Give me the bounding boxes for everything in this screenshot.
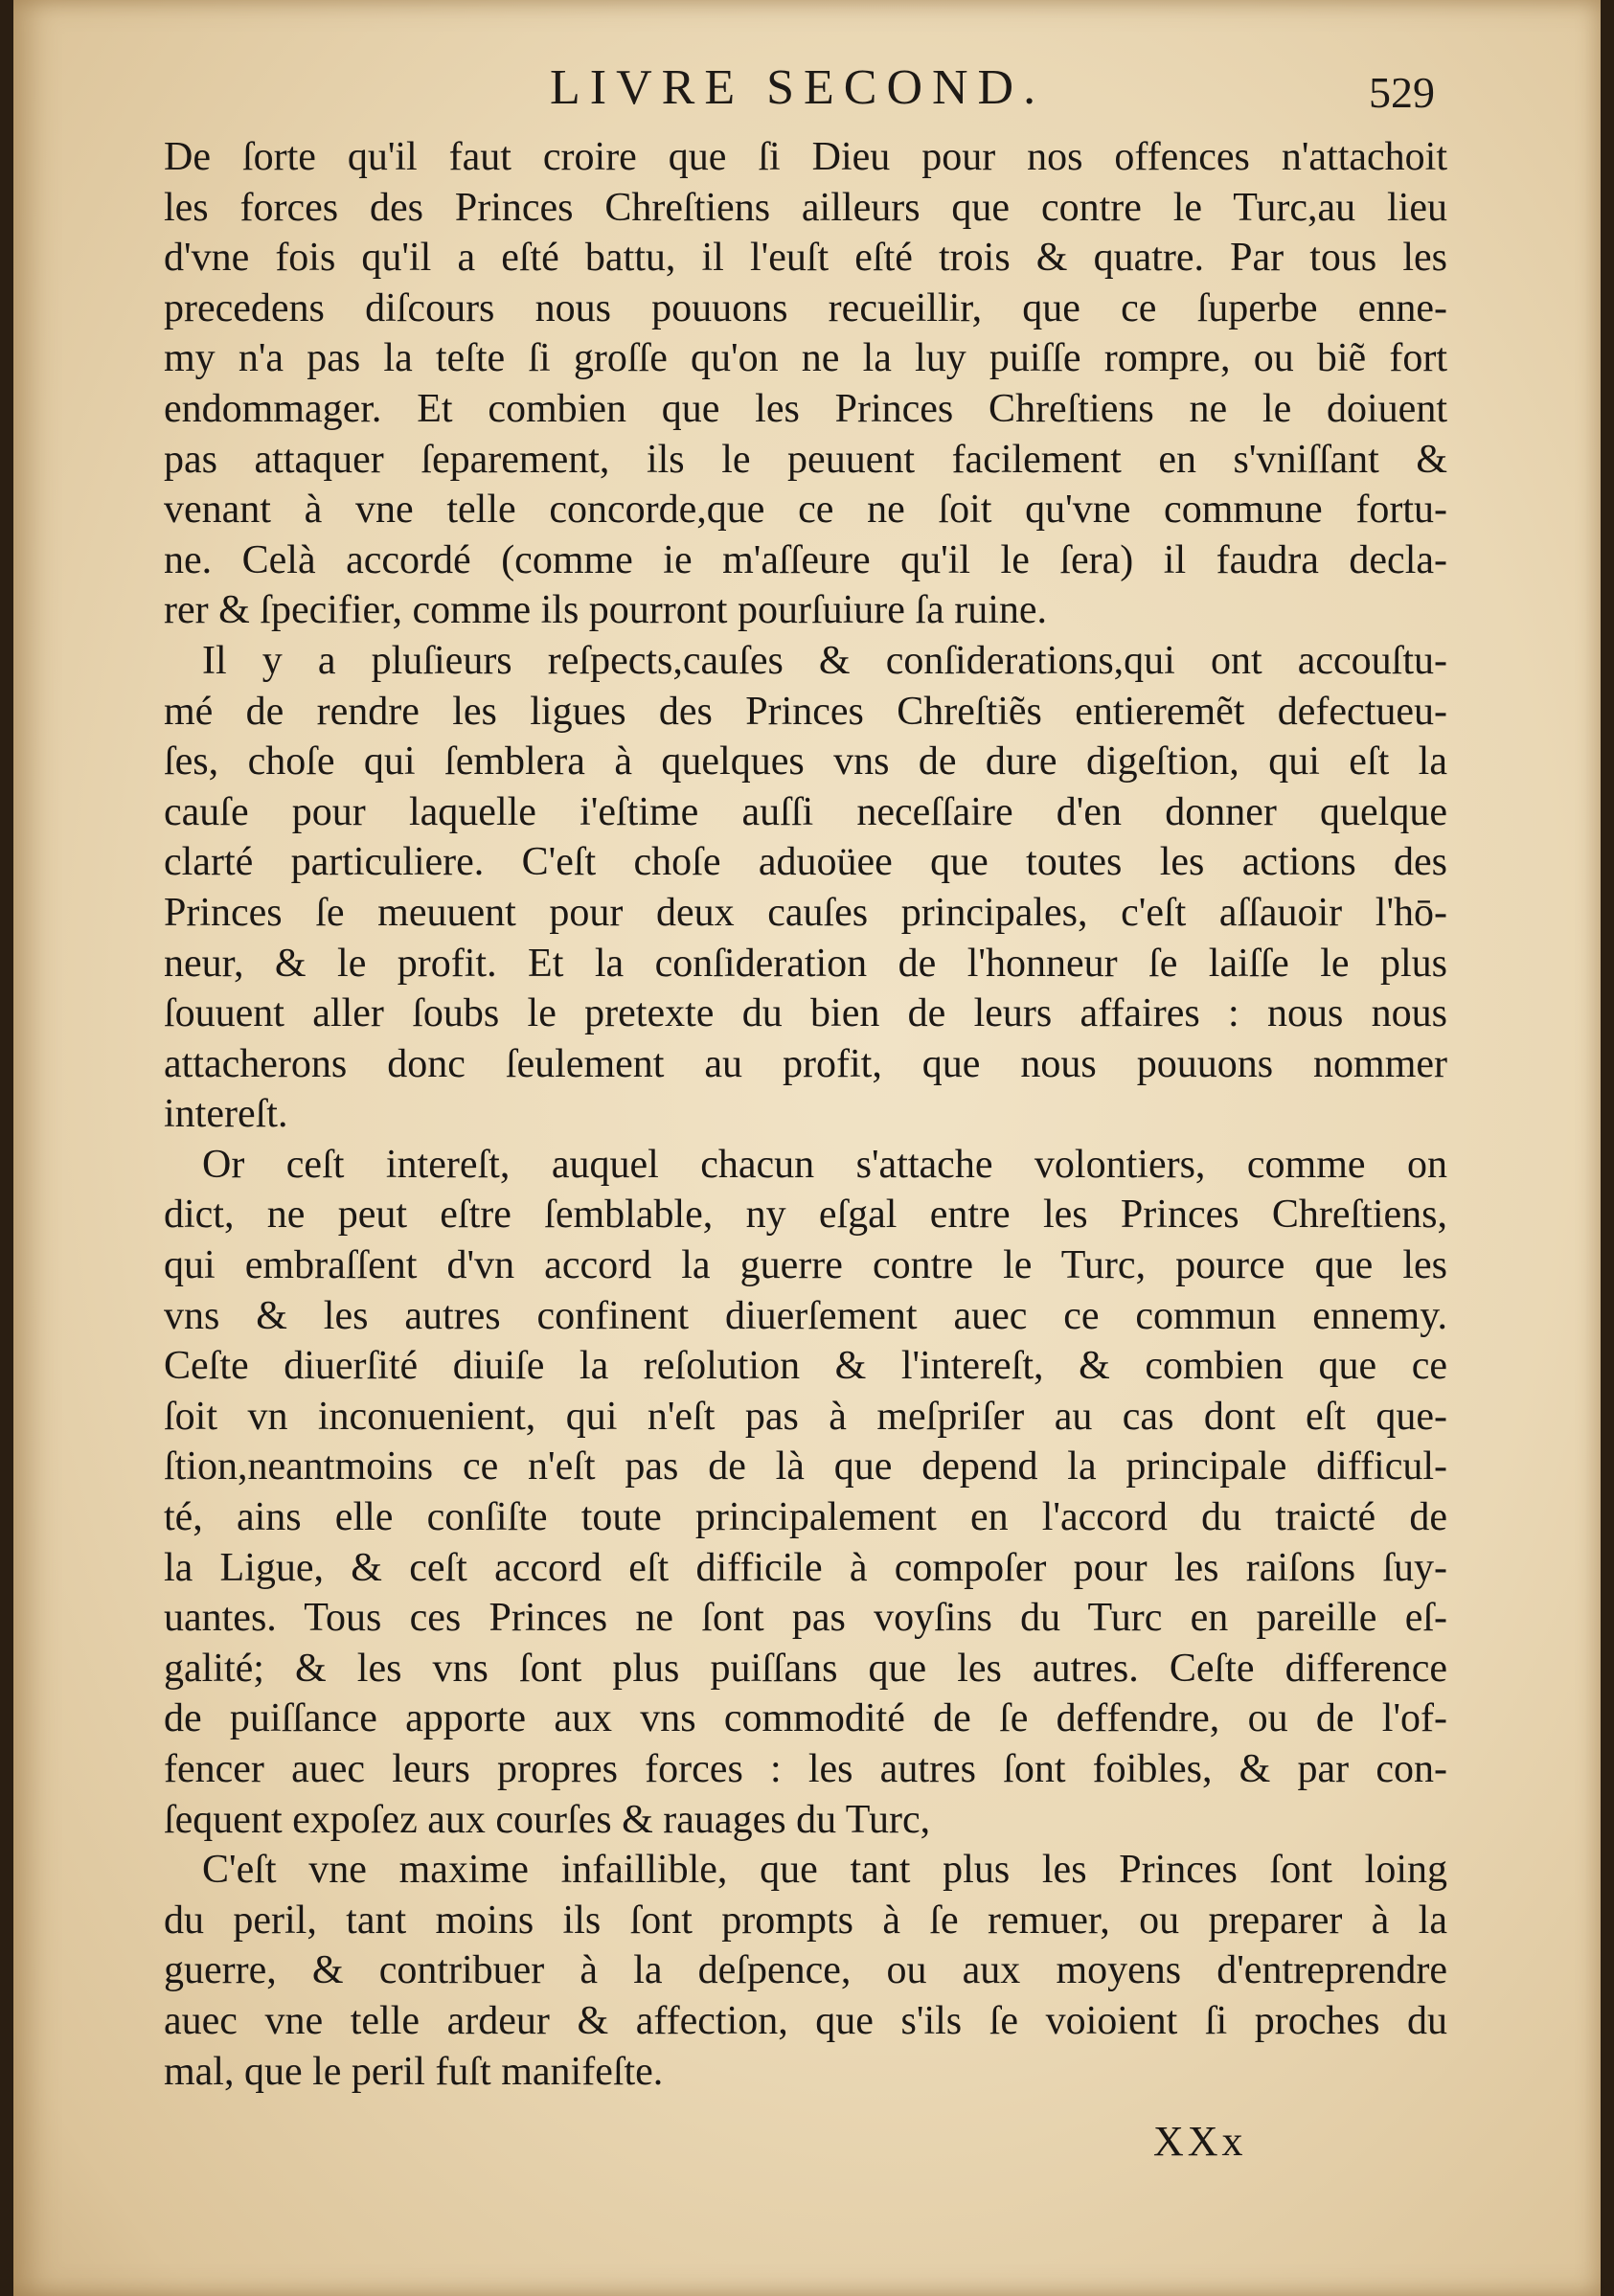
text-line: venant à vne telle concorde,que ce ne ſoit qu'vne commune fortu-: [164, 488, 1447, 533]
text-line: ſes, choſe qui ſemblera à quelques vns de dure digeſtion, qui eſt la: [164, 739, 1447, 784]
text-line: d'vne fois qu'il a eſté battu, il l'euſt eſté trois & quatre. Par tous les: [164, 236, 1447, 281]
text-line: les forces des Princes Chreſtiens ailleurs que contre le Turc,au lieu: [164, 185, 1447, 230]
book-page: [13, 0, 1601, 2296]
text-line: precedens diſcours nous pouuons recueillir, que ce ſuperbe enne-: [164, 285, 1447, 330]
text-line: Ceſte diuerſité diuiſe la reſolution & l'intereſt, & combien que ce: [164, 1344, 1447, 1389]
text-line: ne. Celà accordé (comme ie m'aſſeure qu'il le ſera) il faudra decla-: [164, 537, 1447, 582]
page-header: [13, 59, 1601, 126]
text-line: intereſt.: [164, 1092, 288, 1137]
text-line: Princes ſe meuuent pour deux cauſes principales, c'eſt aſſauoir l'hō-: [164, 890, 1447, 935]
text-line: cauſe pour laquelle i'eſtime auſſi neceſſaire d'en donner quelque: [164, 789, 1447, 834]
page-number: 529: [1369, 68, 1435, 117]
text-line: Il y a pluſieurs reſpects,cauſes & conſiderations,qui ont accouſtu-: [202, 638, 1447, 683]
text-line: la Ligue, & ceſt accord eſt difficile à compoſer pour les raiſons ſuy-: [164, 1545, 1447, 1590]
text-line: endommager. Et combien que les Princes Chreſtiens ne le doiuent: [164, 386, 1447, 431]
text-line: guerre, & contribuer à la deſpence, ou aux moyens d'entreprendre: [164, 1948, 1447, 1993]
text-line: Or ceſt intereſt, auquel chacun s'attache volontiers, comme on: [202, 1142, 1447, 1187]
text-line: rer & ſpecifier, comme ils pourront pourſuiure ſa ruine.: [164, 588, 1048, 633]
text-line: auec vne telle ardeur & affection, que s'ils ſe voioient ſi proches du: [164, 1998, 1447, 2043]
text-line: de puiſſance apporte aux vns commodité de ſe deffendre, ou de l'of-: [164, 1696, 1447, 1741]
text-line: my n'a pas la teſte ſi groſſe qu'on ne la luy puiſſe rompre, ou biẽ fort: [164, 336, 1447, 381]
text-line: ſoit vn inconuenient, qui n'eſt pas à meſpriſer au cas dont eſt que-: [164, 1394, 1447, 1439]
text-line: ſtion,neantmoins ce n'eſt pas de là que depend la principale difficul-: [164, 1444, 1447, 1489]
text-line: ſequent expoſez aux courſes & rauages du Turc,: [164, 1797, 931, 1842]
text-line: du peril, tant moins ils ſont prompts à ſe remuer, ou preparer à la: [164, 1898, 1447, 1943]
paragraph: [164, 636, 1447, 1140]
text-line: té, ains elle conſiſte toute principalement en l'accord du traicté de: [164, 1495, 1447, 1540]
text-line: ſouuent aller ſoubs le pretexte du bien de leurs affaires : nous nous: [164, 991, 1447, 1036]
text-line: uantes. Tous ces Princes ne ſont pas voyſins du Turc en pareille eſ-: [164, 1596, 1447, 1641]
text-line: C'eſt vne maxime infaillible, que tant plus les Princes ſont loing: [202, 1848, 1447, 1893]
paragraph: [164, 1140, 1447, 1845]
text-line: neur, & le profit. Et la conſideration de l'honneur ſe laiſſe le plus: [164, 941, 1447, 986]
text-line: clarté particuliere. C'eſt choſe aduoüee que toutes les actions des: [164, 840, 1447, 885]
text-line: mé de rendre les ligues des Princes Chreſtiẽs entieremẽt defectueu-: [164, 689, 1447, 734]
body-text: [164, 132, 1447, 2097]
running-title: LIVRE SECOND.: [550, 60, 1046, 115]
text-line: vns & les autres confinent diuerſement auec ce commun ennemy.: [164, 1293, 1447, 1338]
paragraph: [164, 1845, 1447, 2097]
paragraph: [164, 132, 1447, 636]
text-line: fencer auec leurs propres forces : les autres ſont foibles, & par con-: [164, 1747, 1447, 1791]
signature-mark: XXx: [1153, 2118, 1247, 2165]
text-line: dict, ne peut eſtre ſemblable, ny eſgal entre les Princes Chreſtiens,: [164, 1193, 1447, 1238]
text-line: attacherons donc ſeulement au profit, que nous pouuons nommer: [164, 1041, 1447, 1086]
text-line: galité; & les vns ſont plus puiſſans que les autres. Ceſte difference: [164, 1646, 1447, 1691]
text-line: De ſorte qu'il faut croire que ſi Dieu pour nos offences n'attachoit: [164, 135, 1447, 179]
text-line: pas attaquer ſeparement, ils le peuuent facilement en s'vniſſant &: [164, 437, 1447, 482]
text-line: qui embraſſent d'vn accord la guerre contre le Turc, pource que les: [164, 1243, 1447, 1288]
text-line: mal, que le peril fuſt manifeſte.: [164, 2049, 664, 2094]
